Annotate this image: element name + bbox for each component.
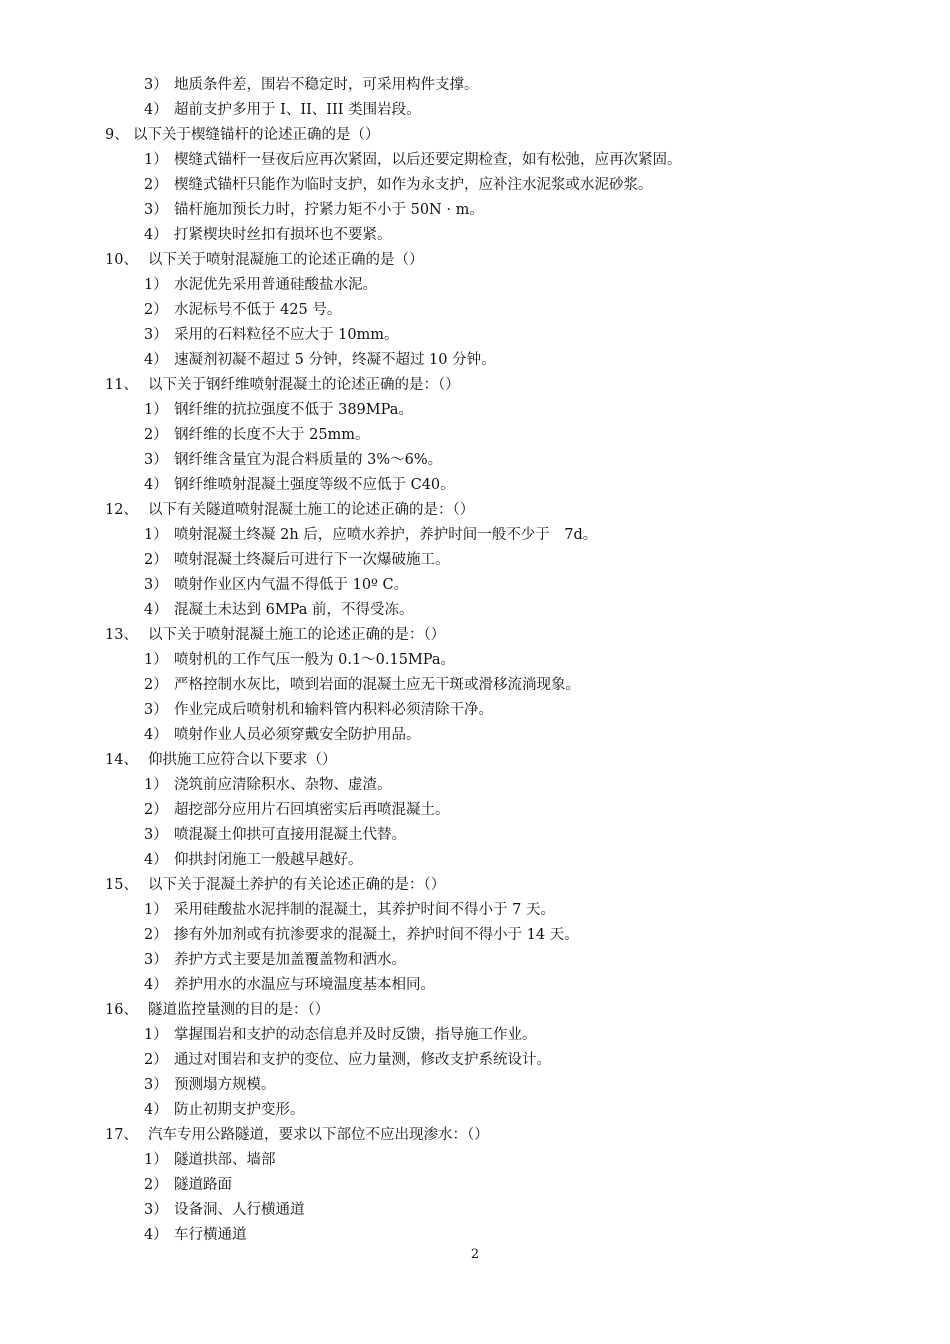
option-text: 喷射混凝土终凝 2h 后，应喷水养护，养护时间一般不少于 7d。 xyxy=(174,527,598,543)
option-number: 4） xyxy=(144,1227,168,1243)
option-line xyxy=(0,1198,950,1223)
question-text: 以下关于混凝土养护的有关论述正确的是：（） xyxy=(148,877,446,893)
option-text: 浇筑前应清除积水、杂物、虚渣。 xyxy=(174,777,392,793)
option-number: 2） xyxy=(144,552,168,568)
option-line xyxy=(0,398,950,423)
question-text: 仰拱施工应符合以下要求（） xyxy=(148,752,337,768)
question-line xyxy=(0,748,950,773)
question-number: 10、 xyxy=(105,252,138,268)
option-line xyxy=(0,1073,950,1098)
option-line xyxy=(0,98,950,123)
option-text: 地质条件差，围岩不稳定时，可采用构件支撑。 xyxy=(174,77,479,93)
question-text: 以下关于喷射混凝施工的论述正确的是（） xyxy=(148,252,424,268)
option-line xyxy=(0,823,950,848)
option-text: 钢纤维的抗拉强度不低于 389MPa。 xyxy=(174,402,413,418)
question-line xyxy=(0,123,950,148)
option-text: 车行横通道 xyxy=(174,1227,247,1243)
option-line xyxy=(0,648,950,673)
option-text: 通过对围岩和支护的变位、应力量测，修改支护系统设计。 xyxy=(174,1052,551,1068)
option-line xyxy=(0,323,950,348)
option-number: 2） xyxy=(144,677,168,693)
option-number: 1） xyxy=(144,152,168,168)
option-number: 1） xyxy=(144,902,168,918)
option-number: 4） xyxy=(144,602,168,618)
option-text: 打紧楔块时丝扣有损坏也不要紧。 xyxy=(174,227,392,243)
option-line xyxy=(0,698,950,723)
option-number: 4） xyxy=(144,352,168,368)
option-line xyxy=(0,798,950,823)
option-number: 2） xyxy=(144,427,168,443)
option-number: 4） xyxy=(144,1102,168,1118)
option-number: 1） xyxy=(144,652,168,668)
option-text: 仰拱封闭施工一般越早越好。 xyxy=(174,852,363,868)
question-line xyxy=(0,498,950,523)
option-number: 4） xyxy=(144,477,168,493)
option-line xyxy=(0,173,950,198)
option-number: 1） xyxy=(144,277,168,293)
question-line xyxy=(0,998,950,1023)
option-number: 2） xyxy=(144,802,168,818)
option-line xyxy=(0,848,950,873)
option-line xyxy=(0,973,950,998)
question-text: 以下关于楔缝锚杆的论述正确的是（） xyxy=(133,127,380,143)
question-line xyxy=(0,373,950,398)
option-line xyxy=(0,548,950,573)
option-line xyxy=(0,1023,950,1048)
option-number: 3） xyxy=(144,577,168,593)
option-line xyxy=(0,298,950,323)
question-number: 11、 xyxy=(105,377,138,393)
option-line xyxy=(0,423,950,448)
option-line xyxy=(0,198,950,223)
option-text: 钢纤维的长度不大于 25mm。 xyxy=(174,427,370,443)
option-line xyxy=(0,898,950,923)
option-line xyxy=(0,448,950,473)
option-line xyxy=(0,773,950,798)
question-line xyxy=(0,248,950,273)
option-line xyxy=(0,673,950,698)
option-number: 1） xyxy=(144,402,168,418)
option-text: 钢纤维含量宜为混合料质量的 3%～6%。 xyxy=(174,452,443,468)
question-text: 汽车专用公路隧道，要求以下部位不应出现渗水：（） xyxy=(148,1127,489,1143)
option-text: 预测塌方规模。 xyxy=(174,1077,276,1093)
question-text: 以下有关隧道喷射混凝土施工的论述正确的是：（） xyxy=(148,502,475,518)
question-line xyxy=(0,873,950,898)
option-number: 1） xyxy=(144,1027,168,1043)
option-number: 3） xyxy=(144,202,168,218)
option-text: 喷混凝土仰拱可直接用混凝土代替。 xyxy=(174,827,406,843)
question-text: 以下关于钢纤维喷射混凝土的论述正确的是：（） xyxy=(148,377,460,393)
option-number: 4） xyxy=(144,977,168,993)
question-text: 隧道监控量测的目的是：（） xyxy=(148,1002,330,1018)
option-text: 设备洞、人行横通道 xyxy=(174,1202,305,1218)
option-text: 作业完成后喷射机和输料管内积料必须清除干净。 xyxy=(174,702,493,718)
question-number: 12、 xyxy=(105,502,138,518)
option-number: 2） xyxy=(144,1177,168,1193)
option-text: 超挖部分应用片石回填密实后再喷混凝土。 xyxy=(174,802,450,818)
option-number: 2） xyxy=(144,927,168,943)
option-line xyxy=(0,1048,950,1073)
option-line xyxy=(0,1098,950,1123)
option-text: 养护用水的水温应与环境温度基本相同。 xyxy=(174,977,435,993)
option-number: 4） xyxy=(144,852,168,868)
option-line xyxy=(0,723,950,748)
option-text: 隧道路面 xyxy=(174,1177,232,1193)
option-text: 防止初期支护变形。 xyxy=(174,1102,305,1118)
question-number: 17、 xyxy=(105,1127,138,1143)
option-text: 楔缝式锚杆一昼夜后应再次紧固，以后还要定期检查，如有松弛，应再次紧固。 xyxy=(174,152,682,168)
option-text: 严格控制水灰比，喷到岩面的混凝土应无干斑或滑移流淌现象。 xyxy=(174,677,580,693)
option-line xyxy=(0,573,950,598)
option-text: 混凝土未达到 6MPa 前，不得受冻。 xyxy=(174,602,414,618)
option-line xyxy=(0,148,950,173)
option-number: 4） xyxy=(144,102,168,118)
option-text: 速凝剂初凝不超过 5 分钟，终凝不超过 10 分钟。 xyxy=(174,352,496,368)
option-number: 3） xyxy=(144,327,168,343)
option-number: 2） xyxy=(144,1052,168,1068)
option-number: 1） xyxy=(144,777,168,793)
option-text: 喷射作业区内气温不得低于 10º C。 xyxy=(174,577,409,593)
option-text: 喷射混凝土终凝后可进行下一次爆破施工。 xyxy=(174,552,450,568)
option-text: 养护方式主要是加盖覆盖物和洒水。 xyxy=(174,952,406,968)
option-line xyxy=(0,923,950,948)
option-line xyxy=(0,523,950,548)
question-number: 16、 xyxy=(105,1002,138,1018)
option-line xyxy=(0,1148,950,1173)
option-number: 3） xyxy=(144,1202,168,1218)
question-number: 15、 xyxy=(105,877,138,893)
option-number: 1） xyxy=(144,527,168,543)
page-number: 2 xyxy=(470,1247,480,1262)
option-text: 采用硅酸盐水泥拌制的混凝土，其养护时间不得小于 7 天。 xyxy=(174,902,555,918)
option-number: 1） xyxy=(144,1152,168,1168)
option-number: 3） xyxy=(144,77,168,93)
option-number: 4） xyxy=(144,227,168,243)
option-number: 3） xyxy=(144,452,168,468)
option-line xyxy=(0,273,950,298)
option-text: 超前支护多用于 I、II、III 类围岩段。 xyxy=(174,102,421,118)
question-text: 以下关于喷射混凝土施工的论述正确的是：（） xyxy=(148,627,446,643)
option-line xyxy=(0,473,950,498)
option-line xyxy=(0,1173,950,1198)
option-line xyxy=(0,348,950,373)
option-text: 锚杆施加预长力时，拧紧力矩不小于 50N · m。 xyxy=(174,202,484,218)
option-text: 喷射作业人员必须穿戴安全防护用品。 xyxy=(174,727,421,743)
option-text: 掌握围岩和支护的动态信息并及时反馈，指导施工作业。 xyxy=(174,1027,537,1043)
option-line xyxy=(0,223,950,248)
option-text: 水泥优先采用普通硅酸盐水泥。 xyxy=(174,277,377,293)
option-number: 3） xyxy=(144,952,168,968)
option-line xyxy=(0,73,950,98)
question-number: 13、 xyxy=(105,627,138,643)
option-text: 喷射机的工作气压一般为 0.1～0.15MPa。 xyxy=(174,652,456,668)
option-number: 3） xyxy=(144,702,168,718)
option-number: 4） xyxy=(144,727,168,743)
question-number: 14、 xyxy=(105,752,138,768)
option-text: 隧道拱部、墙部 xyxy=(174,1152,276,1168)
option-number: 2） xyxy=(144,177,168,193)
option-line xyxy=(0,598,950,623)
option-line xyxy=(0,948,950,973)
option-number: 3） xyxy=(144,1077,168,1093)
option-text: 水泥标号不低于 425 号。 xyxy=(174,302,342,318)
option-text: 钢纤维喷射混凝土强度等级不应低于 C40。 xyxy=(174,477,455,493)
option-text: 掺有外加剂或有抗渗要求的混凝土，养护时间不得小于 14 天。 xyxy=(174,927,579,943)
question-line xyxy=(0,623,950,648)
option-text: 楔缝式锚杆只能作为临时支护，如作为永支护，应补注水泥浆或水泥砂浆。 xyxy=(174,177,653,193)
question-number: 9、 xyxy=(105,127,129,143)
question-line xyxy=(0,1123,950,1148)
option-number: 2） xyxy=(144,302,168,318)
option-number: 3） xyxy=(144,827,168,843)
option-text: 采用的石料粒径不应大于 10mm。 xyxy=(174,327,399,343)
